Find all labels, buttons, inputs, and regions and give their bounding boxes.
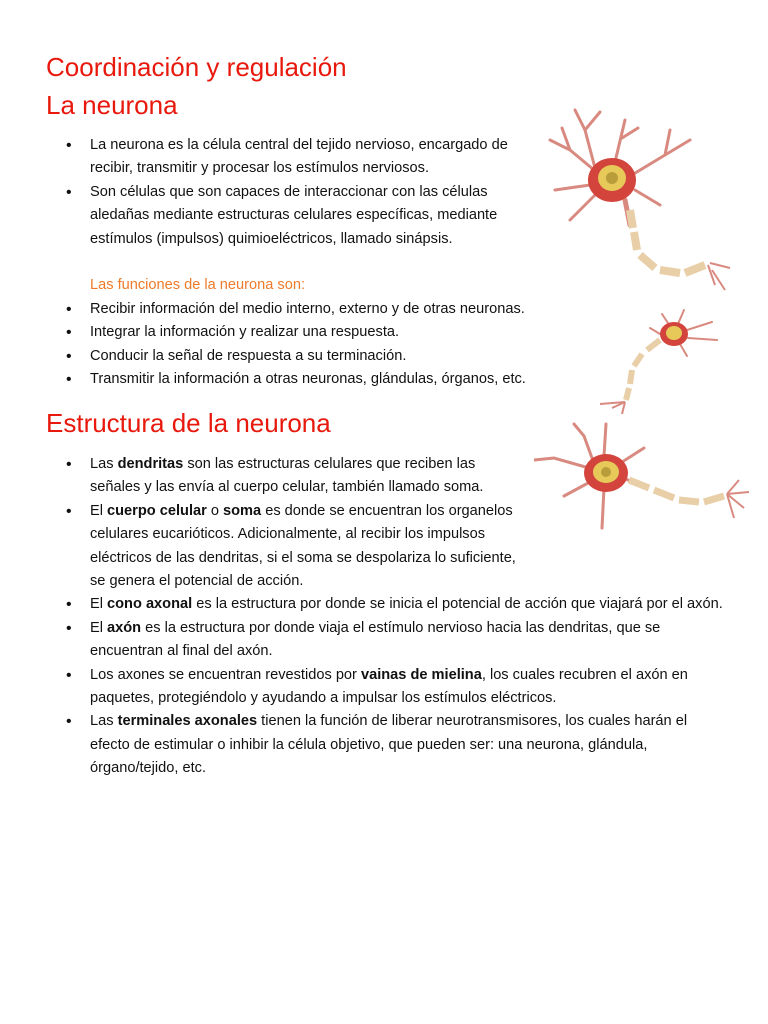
list-item-vainas — [66, 664, 726, 711]
list-item-terminales — [66, 710, 726, 780]
term-soma: soma — [223, 502, 262, 519]
term-terminales-axonales: terminales axonales — [117, 713, 258, 730]
neuron-illustration — [534, 418, 754, 536]
section-heading-neurona: La neurona — [46, 90, 178, 120]
text: es la estructura por donde se inicia el potencial de acción que viajará por el axón. — [192, 596, 723, 613]
functions-list — [66, 298, 586, 392]
list-item: • Integrar la información y realizar una respuesta. — [66, 321, 586, 344]
text: Las — [90, 713, 118, 730]
list-item: • Recibir información del medio interno, externo y de otras neuronas. — [66, 298, 586, 321]
text: es donde se encuentran los organelos celulares eucarióticos. Adicionalmente, al recibir los impulsos eléctricos de las dendritas, si el soma se despolariza lo suficiente, se genera el potencial de acción. — [90, 502, 516, 590]
list-item: • Transmitir la información a otras neuronas, glándulas, órganos, etc. — [66, 368, 586, 391]
list-item-cono — [66, 593, 726, 616]
term-dendritas: dendritas — [117, 456, 184, 472]
term-axon: axón — [107, 619, 142, 636]
term-cono-axonal: cono axonal — [107, 596, 193, 613]
functions-label: Las funciones de la neurona son: — [90, 277, 306, 293]
intro-list — [66, 134, 536, 251]
text: El — [90, 619, 108, 636]
neuron-illustration — [592, 308, 722, 416]
text: Los axones se encuentran revestidos por — [90, 666, 361, 683]
list-item: • Conducir la señal de respuesta a su terminación. — [66, 345, 586, 368]
text: es la estructura por donde viaja el estímulo nervioso hacia las dendritas, que se encuentran al final del axón. — [90, 619, 661, 660]
text: El — [90, 596, 108, 613]
term-cuerpo-celular: cuerpo celular — [107, 502, 207, 519]
list-item: • La neurona es la célula central del tejido nervioso, encargado de recibir, transmitir y procesar los estímulos nerviosos. — [66, 134, 536, 181]
text: tienen la función de liberar neurotransmisores, los cuales harán el efecto de estimular o inhibir la célula objetivo, que pueden ser: una neurona, glándula, órgano/tejido, etc. — [90, 713, 688, 777]
text: o — [206, 502, 224, 519]
text: Las — [90, 456, 118, 472]
term-vainas-mielina: vainas de mielina — [360, 666, 482, 683]
section-heading-estructura: Estructura de la neurona — [46, 408, 331, 438]
text: El — [90, 502, 108, 519]
neuron-illustration — [540, 100, 740, 300]
text: , los cuales recubren el axón en paquetes, protegiéndolo y ayudando a impulsar los estímulos eléctricos. — [90, 666, 688, 707]
list-item: • Son células que son capaces de interaccionar con las células aledañas mediante estructuras celulares específicas, mediante estímulos (impulsos) quimioeléctricos, llamado sinápsis. — [66, 181, 530, 251]
text: son las estructuras celulares que reciben las señales y las envía al cuerpo celular, también llamado soma. — [90, 456, 484, 496]
document-title: Coordinación y regulación — [46, 52, 347, 82]
list-item-axon — [66, 617, 726, 664]
